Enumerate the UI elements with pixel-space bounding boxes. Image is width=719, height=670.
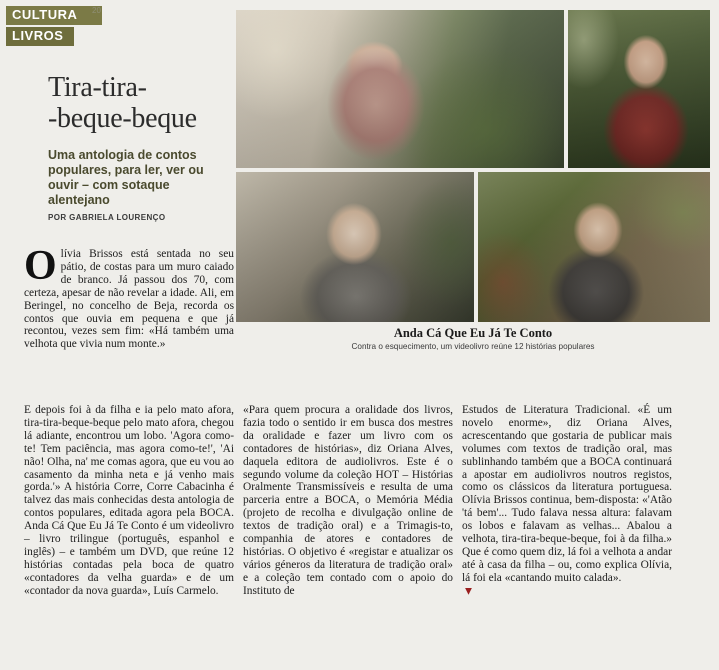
page-title: Tira-tira- -beque-beque xyxy=(48,72,197,134)
drop-cap: O xyxy=(24,243,57,289)
body-text-3: Estudos de Literatura Tradicional. «É um novelo enorme», diz Oriana Alves, acrescentando que gostaria de publicar mais volumes com textos de tradição oral, mas sublinhando também que a BOCA continuará a apostar em audiolivros noutros registos, como os clássicos da literatura portuguesa. Olívia Brissos continua, bem-disposta: «'Atão 'tá bem'... Tudo falava nessa altura: falavam os lobos e falavam as velhas... Abalou a velhota, tira-tira-beque-beque, foi à da filha.» Que é como quem diz, lá foi a velhota a andar até à casa da filha – ou, como explica Olívia, lá foi ela «cantando muito calada». xyxy=(462,404,672,584)
caption-title: Anda Cá Que Eu Já Te Conto xyxy=(393,326,553,340)
masthead xyxy=(6,6,102,46)
body-column-1 xyxy=(24,404,234,598)
body-column-3 xyxy=(462,404,672,598)
article-lede xyxy=(24,243,234,351)
caption-body: Contra o esquecimento, um videolivro reúne 12 histórias populares xyxy=(351,342,595,351)
article-byline: POR GABRIELA LOURENÇO xyxy=(48,213,166,222)
body-text-1: E depois foi à da filha e ia pelo mato afora, tira-tira-beque-beque pelo mato afora, chegou lá adiante, encontrou um lobo. 'Agora como-te! Tem paciência, mas agora como-te!', 'Ai não! Olha, na' me comas agora, que eu vou ao casamento da minha neta e já venho mais gorda.'» A história Corre, Corre Cabacinha é talvez das mais conhecidas desta antologia de contos populares, editada agora pela BOCA. Anda Cá Que Eu Já Te Conto é um videolivro – livro trilingue (português, espanhol e inglês) – e também um DVD, que reúne 12 histórias contadas pela boca de quatro «contadores da velha guarda» e de um «contador da nova guarda», Luís Carmelo. xyxy=(24,404,234,597)
section-tag-livros: LIVROS xyxy=(6,27,74,46)
end-mark-icon xyxy=(465,588,472,595)
page-folio: 20 xyxy=(92,6,101,15)
body-column-2 xyxy=(243,404,453,598)
section-tag-cultura: CULTURA xyxy=(6,6,102,25)
photo-elderly-man-glasses xyxy=(236,172,474,322)
photo-grid xyxy=(236,10,710,322)
article-standfirst: Uma antologia de contos populares, para ler, ver ou ouvir – com sotaque alentejano xyxy=(48,148,204,207)
photo-elderly-woman-garden xyxy=(478,172,710,322)
photo-caption xyxy=(236,326,710,353)
photo-man-seated-garden xyxy=(568,10,710,168)
body-text-2: «Para quem procura a oralidade dos livros, fazia todo o sentido ir em busca dos mestres da oralidade e fazer um livro com os contadores de histórias», diz Oriana Alves, daquela editora de audiolivros. Este é o segundo volume da coleção HOT – Histórias Oralmente Transmissíveis e resulta de uma parceria entre a BOCA, o Memória Média (projeto de recolha e divulgação online de textos de tradição oral) e a Trimagis-to, companhia de atores e contadores de histórias. O objetivo é «registar e atualizar os vários géneros da literatura de tradição oral» e a coleção tem contado com o apoio do Instituto de xyxy=(243,404,453,597)
lede-text: lívia Brissos está sentada no seu pátio, de costas para um muro caiado de branco. Já passou dos 70, com certeza, apesar de não revelar a idade. Ali, em Beringel, no concelho de Beja, recorda os contos que ouvia em pequena e que já recontou, vezes sem fim: «Há também uma velhota que vivia num monte.» xyxy=(24,248,234,351)
photo-woman-laughing xyxy=(236,10,564,168)
